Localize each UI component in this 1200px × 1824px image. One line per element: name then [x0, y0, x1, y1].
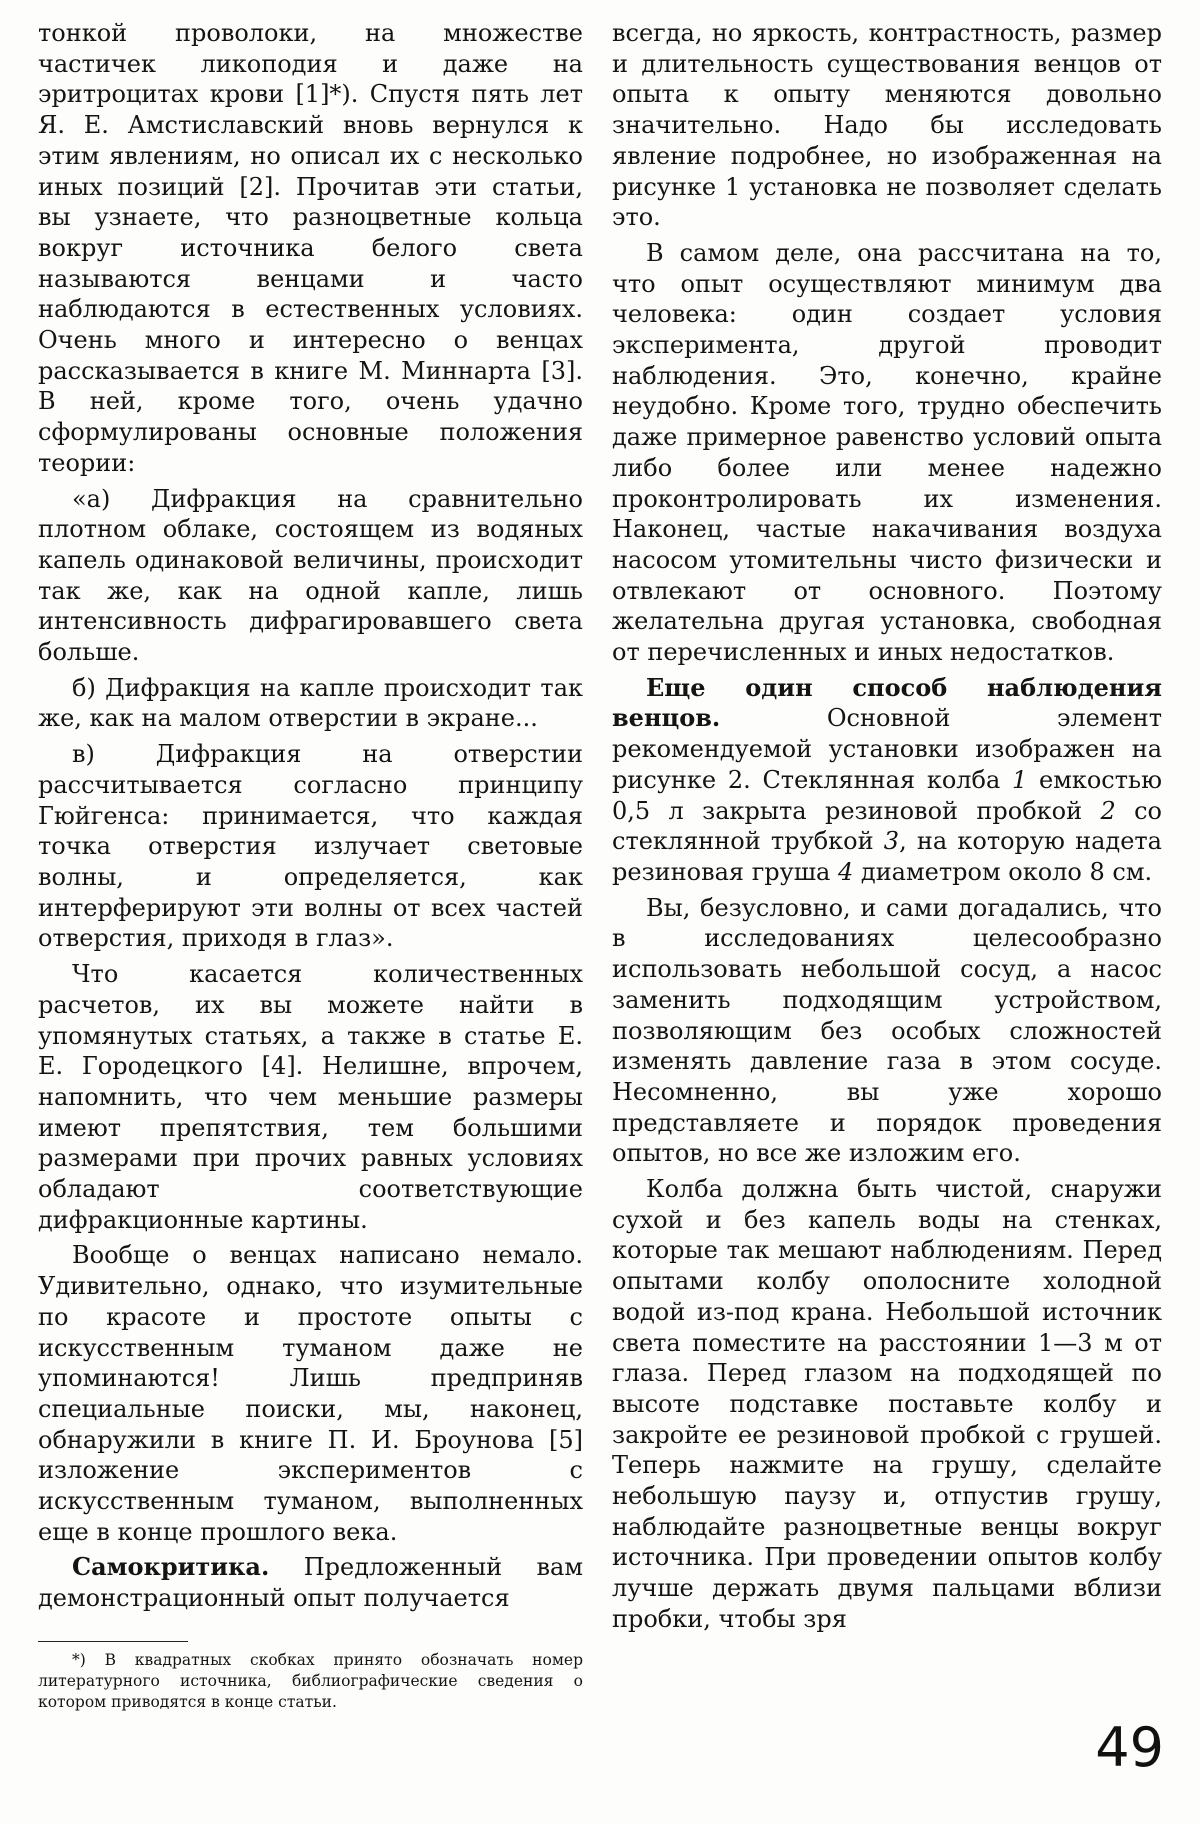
- paragraph: Вы, безусловно, и сами догадались, что в исследованиях целесообразно использовать небольшой сосуд, а насос заменить подходящим устройством, позволяющим без особых сложностей изменять давление газа в этом сосуде. Несомненно, вы уже хорошо представляете и порядок проведения опытов, но все же изложим его.: [612, 893, 1162, 1168]
- paragraph: [38, 1552, 583, 1613]
- page-number: 49: [1095, 1716, 1164, 1779]
- paragraph: тонкой проволоки, на множестве частичек ликоподия и даже на эритроцитах крови [1]*). Спустя пять лет Я. Е. Амстиславский вновь вернулся к этим явлениям, но описал их с несколько иных позиций [2]. Прочитав эти статьи, вы узнаете, что разноцветные кольца вокруг источника белого света называются венцами и часто наблюдаются в естественных условиях. Очень много и интересно о венцах рассказывается в книге М. Миннарта [3]. В ней, кроме того, очень удачно сформулированы основные положения теории:: [38, 19, 583, 477]
- paragraph-text: Основной элемент рекомендуемой установки изображен на рисунке 2. Стеклянная колба: [612, 704, 1162, 794]
- paragraph: Что касается количественных расчетов, их вы можете найти в упомянутых статьях, а также в статье Е. Е. Городецкого [4]. Нелишне, впрочем, напомнить, что чем меньшие размеры имеют препятствия, тем большими размерами при прочих равных условиях обладают соответствующие дифракционные картины.: [38, 960, 583, 1234]
- quote-item-a: «а) Дифракция на сравнительно плотном облаке, состоящем из водяных капель одинаковой величины, происходит так же, как на одной капле, лишь интенсивность дифрагировавшего света больше.: [38, 484, 583, 667]
- figure-label-4: 4: [838, 857, 854, 886]
- quote-item-c: в) Дифракция на отверстии рассчитывается согласно принципу Гюйгенса: принимается, что каждая точка отверстия излучает световые волны, и определяется, как интерферируют эти волны от всех частей отверстия, приходя в глаз».: [38, 740, 583, 953]
- paragraph: Колба должна быть чистой, снаружи сухой и без капель воды на стенках, которые так мешают наблюдениям. Перед опытами колбу ополосните холодной водой из-под крана. Небольшой источник света поместите на расстоянии 1—3 м от глаза. Перед глазом на подходящей по высоте подставке поставьте колбу и закройте ее резиновой пробкой с грушей. Теперь нажмите на грушу, сделайте небольшую паузу и, отпустив грушу, наблюдайте разноцветные венцы вокруг источника. При проведении опытов колбу лучше держать двумя пальцами вблизи пробки, чтобы зря: [612, 1175, 1162, 1633]
- footnote-divider: [38, 1641, 188, 1642]
- footnote: *) В квадратных скобках принято обозначать номер литературного источника, библиографические сведения о котором приводятся в конце статьи.: [38, 1651, 583, 1711]
- right-text-column: [612, 18, 1162, 1640]
- paragraph-text: емкостью 0,5 л закрыта резиновой пробкой: [612, 765, 1162, 825]
- paragraph-text: со стеклянной трубкой: [612, 796, 1162, 856]
- left-text-column: [38, 18, 583, 1619]
- paragraph: [612, 673, 1162, 888]
- figure-label-1: 1: [1012, 765, 1028, 794]
- paragraph: всегда, но яркость, контрастность, размер и длительность существования венцов от опыта к опыту меняются довольно значительно. Надо бы исследовать явление подробнее, но изображенная на рисунке 1 установка не позволяет сделать это.: [612, 19, 1162, 232]
- paragraph: В самом деле, она рассчитана на то, что опыт осуществляют минимум два человека: один создает условия эксперимента, другой проводит наблюдения. Это, конечно, крайне неудобно. Кроме того, трудно обеспечить даже примерное равенство условий опыта либо более или менее надежно проконтролировать их изменения. Наконец, частые накачивания воздуха насосом утомительны чисто физически и отвлекают от основного. Поэтому желательна другая установка, свободная от перечисленных и иных недостатков.: [612, 238, 1162, 667]
- paragraph: Вообще о венцах написано немало. Удивительно, однако, что изумительные по красоте и простоте опыты с искусственным туманом даже не упоминаются! Лишь предприняв специальные поиски, мы, наконец, обнаружили в книге П. И. Броунова [5] изложение экспериментов с искусственным туманом, выполненных еще в конце прошлого века.: [38, 1241, 583, 1546]
- section-heading-self-criticism: Самокритика.: [72, 1552, 270, 1582]
- figure-label-3: 3: [883, 827, 900, 856]
- paragraph-text: , на которую надета резиновая груша: [612, 827, 1162, 886]
- figure-label-2: 2: [1100, 796, 1116, 825]
- paragraph-text: диаметром около 8 см.: [853, 857, 1153, 886]
- quote-item-b: б) Дифракция на капле происходит так же, как на малом отверстии в экране...: [38, 673, 583, 733]
- paragraph-text: Предложенный вам демонстрационный опыт получается: [38, 1553, 583, 1613]
- section-heading-another-method: Еще один способ наблюдения венцов.: [612, 672, 1162, 733]
